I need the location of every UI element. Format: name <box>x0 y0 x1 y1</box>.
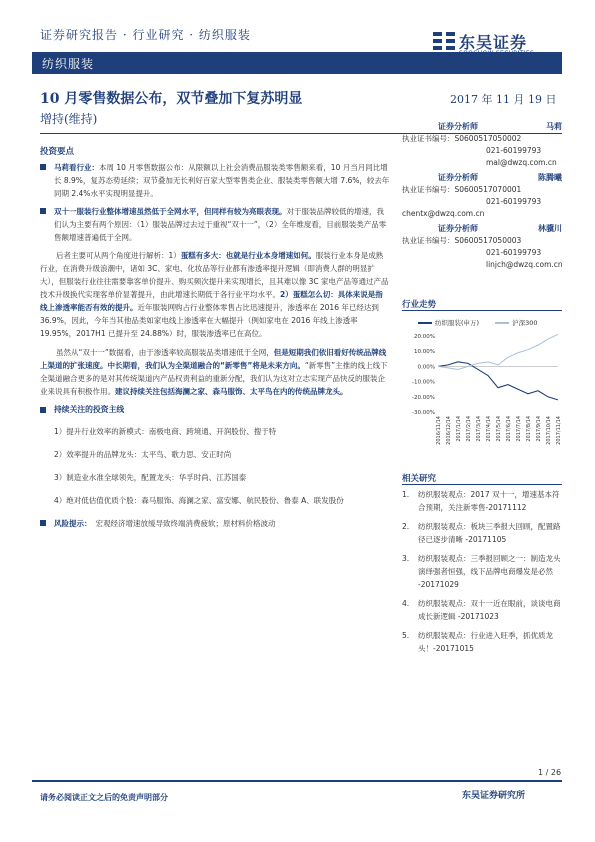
report-title: 10 月零售数据公布，双节叠加下复苏明显 <box>40 91 303 107</box>
related-text: 纺织服装观点：板块三季报大回顾，配置路径已逐步清晰 -20171105 <box>418 522 561 544</box>
para-text: 服装行业本身是成熟行业，在消费升级浪潮中，诸如 3C、家电、化妆品等行业都有渗透率提升逻辑（即消费人群的明显扩大），但服装行业往往需要靠客单价提升、购买频次提升来实现增长，且其难以像 3C 家电产品等通过产品技术升级换代实现客单价显著提升，由此增速长期低于各行业平均水平。 <box>40 251 389 299</box>
related-item[interactable] <box>402 488 562 514</box>
key-point-lead: 双十一服装行业整体增速虽然低于全网水平，但同样有较为亮眼表现。 <box>54 207 287 216</box>
header-breadcrumb: 证券研究报告 · 行业研究 · 纺织服装 <box>40 28 251 42</box>
legend-swatch <box>418 322 432 324</box>
related-divider <box>402 484 562 485</box>
related-num: 2. <box>402 522 410 531</box>
x-tick-label: 2017/10/14 <box>546 416 552 445</box>
para-text: 后者主要可从两个角度进行解析：1） <box>56 251 181 260</box>
para-emphasis: 建议持续关注包括海澜之家、森马服饰、太平鸟在内的传统品牌龙头。 <box>115 387 348 396</box>
legend-item <box>418 318 479 327</box>
para-text: “新零售”主推的线上线下全渠道融合更多的是对其传统渠道内产品权责利益的重新分配，我们认为这对立志实现产品快反的服装企业来说具有积极作用。 <box>40 361 388 396</box>
analyst-cert: 执业证书编号：S0600517050003 <box>402 236 522 245</box>
logo-mark-icon <box>433 32 455 50</box>
analyst-role: 证券分析师 <box>438 173 478 182</box>
analyst-name: 林骥川 <box>538 224 562 233</box>
risk-text: 宏观经济增速放缓导致终端消费疲软；原材料价格波动 <box>95 519 276 528</box>
key-point <box>40 161 390 200</box>
x-tick-label: 2017/11/14 <box>556 416 562 445</box>
sector-banner <box>32 52 562 74</box>
analyst-cert: 执业证书编号：S0600517070001 <box>402 185 522 194</box>
legend-swatch <box>495 322 509 324</box>
trend-plot <box>402 328 562 473</box>
para-text: 近年服装网购占行业整体零售占比迅速提升，渗透率在 2016 年已经达到 36.9%，因此，今年当其他品类如家电线上渗透率在大幅提升（例如家电在 2016 年线上渗透率 19.95%，2017H1 已提升至 24.88%）时，服装渗透率已在高位。 <box>40 303 379 338</box>
x-tick-label: 2017/1/14 <box>456 416 462 442</box>
theme-item: 4）绝对低估值优质个股：森马服饰、海澜之家、富安娜、航民股份、鲁泰 A、联发股份 <box>54 496 344 505</box>
para-emphasis: 蛋糕有多大：也就是行业本身增速如何。 <box>180 251 316 260</box>
related-num: 3. <box>402 554 410 563</box>
theme-item: 2）效率提升的品牌龙头：太平鸟、歌力思、安正时尚 <box>54 450 232 459</box>
analyst-phone: 021-60199793 <box>486 146 542 155</box>
para-text: 虽然从“双十一”数据看，由于渗透率较高服装品类增速低于全网， <box>56 348 274 357</box>
footer-divider <box>32 780 562 782</box>
y-tick-label: -30.00% <box>412 410 435 416</box>
related-num: 5. <box>402 631 410 640</box>
para-emphasis: 但是短期我们依旧看好传统品牌线上渠道的扩张速度。中长期看，我们认为全渠道融合的“新零售”将是未来方向。 <box>40 348 387 370</box>
analyst-phone: 021-60199793 <box>486 197 542 206</box>
related-list <box>402 488 562 661</box>
square-bullet-icon <box>40 520 46 526</box>
theme-item: 1）提升行业效率的新模式：南极电商、跨境通、开润股份、搜于特 <box>54 427 277 436</box>
analysis-paragraph <box>40 249 390 340</box>
footer-disclaimer: 请务必阅读正文之后的免责声明部分 <box>40 793 168 802</box>
trend-title: 行业走势 <box>402 300 437 310</box>
legend-label: 纺织服装(申万) <box>435 319 480 327</box>
page-number: 1 / 26 <box>538 768 562 777</box>
related-num: 1. <box>402 490 410 499</box>
analyst-email[interactable]: linjch@dwzq.com.cn <box>486 260 563 269</box>
report-date: 2017 年 11 月 19 日 <box>450 93 557 106</box>
series-line <box>438 362 558 400</box>
analyst-card <box>402 171 562 220</box>
x-tick-label: 2017/5/14 <box>496 416 502 442</box>
trend-chart <box>402 318 562 473</box>
x-tick-label: 2016/11/14 <box>436 416 442 445</box>
chart-legend <box>418 318 568 327</box>
analyst-email[interactable]: mal@dwzq.com.cn <box>486 158 557 167</box>
related-text: 纺织服装观点：行业进入旺季，抓优质龙头！-20171015 <box>418 631 553 653</box>
report-rating: 增持(维持) <box>40 112 98 126</box>
analyst-panel <box>402 120 562 273</box>
logo-name: 东吴证券 <box>459 33 528 52</box>
x-tick-label: 2017/9/14 <box>536 416 542 442</box>
section-title: 投资要点 <box>40 147 75 157</box>
square-bullet-icon <box>40 164 46 170</box>
theme-item: 3）制造业水准全球领先，配置龙头：华孚时尚、江苏国泰 <box>54 473 247 482</box>
related-text: 纺织服装观点：2017 双十一，增速基本符合预期，关注新零售-20171112 <box>418 490 560 512</box>
analyst-phone: 021-60199793 <box>486 248 542 257</box>
analyst-role: 证券分析师 <box>438 224 478 233</box>
footer-company: 东吴证券研究所 <box>462 791 526 801</box>
key-point <box>40 205 390 244</box>
analyst-card <box>402 120 562 169</box>
square-bullet-icon <box>40 208 46 214</box>
analyst-role: 证券分析师 <box>438 122 478 131</box>
related-text: 纺织服装观点：双十一近在眼前，谈谈电商成长新逻辑 -20171023 <box>418 599 561 621</box>
key-point-text: 本周 10 月零售数据公布：从限额以上社会消费品服装类零售额来看，10 月当月同比增长 8.9%，复苏态势延续；双节叠加无长利好百家大型零售类企业、服装类零售额大增 7.6%，较去年同期 2.4%水平实现明显提升。 <box>54 163 390 198</box>
x-tick-label: 2017/6/14 <box>506 416 512 442</box>
x-tick-label: 2017/8/14 <box>526 416 532 442</box>
outlook-paragraph <box>40 346 390 398</box>
series-line <box>438 334 558 369</box>
related-item[interactable] <box>402 597 562 623</box>
para-emphasis: 2）蛋糕怎么切：具体来说是指线上渗透率能否有效的提升。 <box>40 290 383 312</box>
related-text: 纺织服装观点：三季报回顾之一：制造龙头演绎强者恒强，线下品牌电商爆发是必然 -20171029 <box>418 554 561 589</box>
x-tick-label: 2017/3/14 <box>476 416 482 442</box>
analyst-card <box>402 222 562 271</box>
key-point-lead: 马莉看行业： <box>54 163 99 172</box>
risk-warning <box>40 517 390 530</box>
y-tick-label: -10.00% <box>412 379 435 386</box>
related-item[interactable] <box>402 629 562 655</box>
related-title: 相关研究 <box>402 474 437 484</box>
risk-label: 风险提示： <box>54 519 92 528</box>
investment-theme-heading <box>40 404 390 415</box>
y-tick-label: -20.00% <box>412 394 435 401</box>
related-item[interactable] <box>402 552 562 591</box>
x-tick-label: 2017/2/14 <box>466 416 472 442</box>
x-tick-label: 2017/4/14 <box>486 416 492 442</box>
y-tick-label: 10.00% <box>414 349 435 356</box>
related-num: 4. <box>402 599 410 608</box>
analyst-cert: 执业证书编号：S0600517050002 <box>402 134 522 143</box>
trend-divider <box>402 310 562 311</box>
y-tick-label: 0.00% <box>417 364 435 371</box>
sub-heading-text: 持续关注的投资主线 <box>54 405 125 414</box>
related-item[interactable] <box>402 520 562 546</box>
analyst-name: 马莉 <box>546 122 562 131</box>
key-point-text: 对于服装品牌较低的增速，我们认为主要有两个原因：（1）服装品牌过去过于重视“双十一”，（2）全年维度看，目前服装类产品零售额增速普遍低于全网。 <box>54 207 387 242</box>
banner-label: 纺织服装 <box>42 57 95 71</box>
analyst-name: 陈腾曦 <box>538 173 562 182</box>
analyst-email[interactable]: chentx@dwzq.com.cn <box>402 209 485 218</box>
legend-label: 沪深300 <box>512 319 538 327</box>
y-tick-label: 20.00% <box>414 334 435 340</box>
x-tick-label: 2017/7/14 <box>516 416 522 442</box>
legend-item <box>495 318 537 327</box>
main-column <box>40 145 390 530</box>
square-bullet-icon <box>40 407 46 413</box>
x-tick-label: 2016/12/14 <box>446 416 452 445</box>
